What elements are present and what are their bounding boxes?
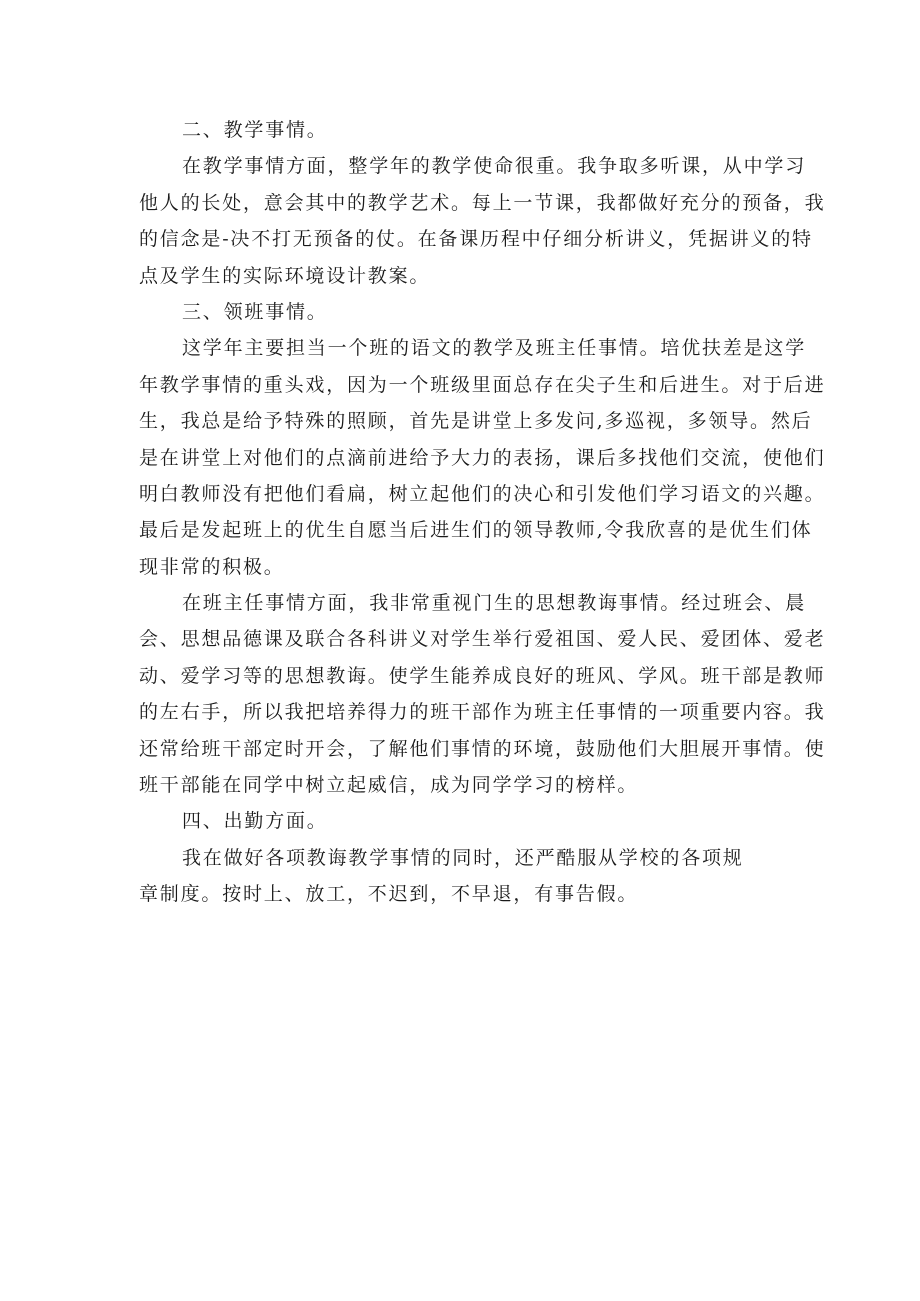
paragraph-line: 班干部能在同学中树立起威信，成为同学学习的榜样。 <box>139 774 639 797</box>
paragraph-line: 动、爱学习等的思想教诲。使学生能养成良好的班风、学风。班干部是教师 <box>139 664 826 687</box>
section-heading: 二、教学事情。 <box>182 119 328 141</box>
section-heading: 三、领班事情。 <box>182 300 328 323</box>
paragraph-line: 还常给班干部定时开会，了解他们事情的环境，鼓励他们大胆展开事情。使 <box>139 737 826 760</box>
paragraph-line: 是在讲堂上对他们的点滴前进给予大力的表扬，课后多找他们交流，使他们 <box>139 446 826 469</box>
paragraph-line: 这学年主要担当一个班的语文的教学及班主任事情。培优扶差是这学 <box>182 337 807 360</box>
paragraph-line: 会、思想品德课及联合各科讲义对学生举行爱祖国、爱人民、爱团体、爱老 <box>139 628 826 651</box>
paragraph-line: 最后是发起班上的优生自愿当后进生们的领导教师,令我欣喜的是优生们体 <box>139 519 813 542</box>
paragraph-line: 点及学生的实际环境设计教案。 <box>139 264 431 287</box>
document-body <box>139 112 826 913</box>
paragraph-line: 在教学事情方面，整学年的教学使命很重。我争取多听课，从中学习 <box>182 155 807 178</box>
paragraph-line: 我在做好各项教诲教学事情的同时，还严酷服从学校的各项规 <box>182 846 744 869</box>
paragraph-line: 的左右手，所以我把培养得力的班干部作为班主任事情的一项重要内容。我 <box>139 701 826 724</box>
paragraph-line: 章制度。按时上、放工，不迟到，不早退，有事告假。 <box>139 883 639 906</box>
paragraph-line: 年教学事情的重头戏，因为一个班级里面总存在尖子生和后进生。对于后进 <box>139 373 826 396</box>
paragraph-line: 明白教师没有把他们看扁，树立起他们的决心和引发他们学习语文的兴趣。 <box>139 482 826 505</box>
paragraph-line: 在班主任事情方面，我非常重视门生的思想教诲事情。经过班会、晨 <box>182 592 807 615</box>
paragraph-line: 现非常的积极。 <box>139 555 285 578</box>
section-heading: 四、出勤方面。 <box>182 810 328 833</box>
paragraph-line: 的信念是-决不打无预备的仗。在备课历程中仔细分析讲义，凭据讲义的特 <box>139 228 813 251</box>
paragraph-line: 生，我总是给予特殊的照顾，首先是讲堂上多发问,多巡视，多领导。然后 <box>139 410 813 433</box>
paragraph-line: 他人的长处，意会其中的教学艺术。每上一节课，我都做好充分的预备，我 <box>139 191 826 214</box>
